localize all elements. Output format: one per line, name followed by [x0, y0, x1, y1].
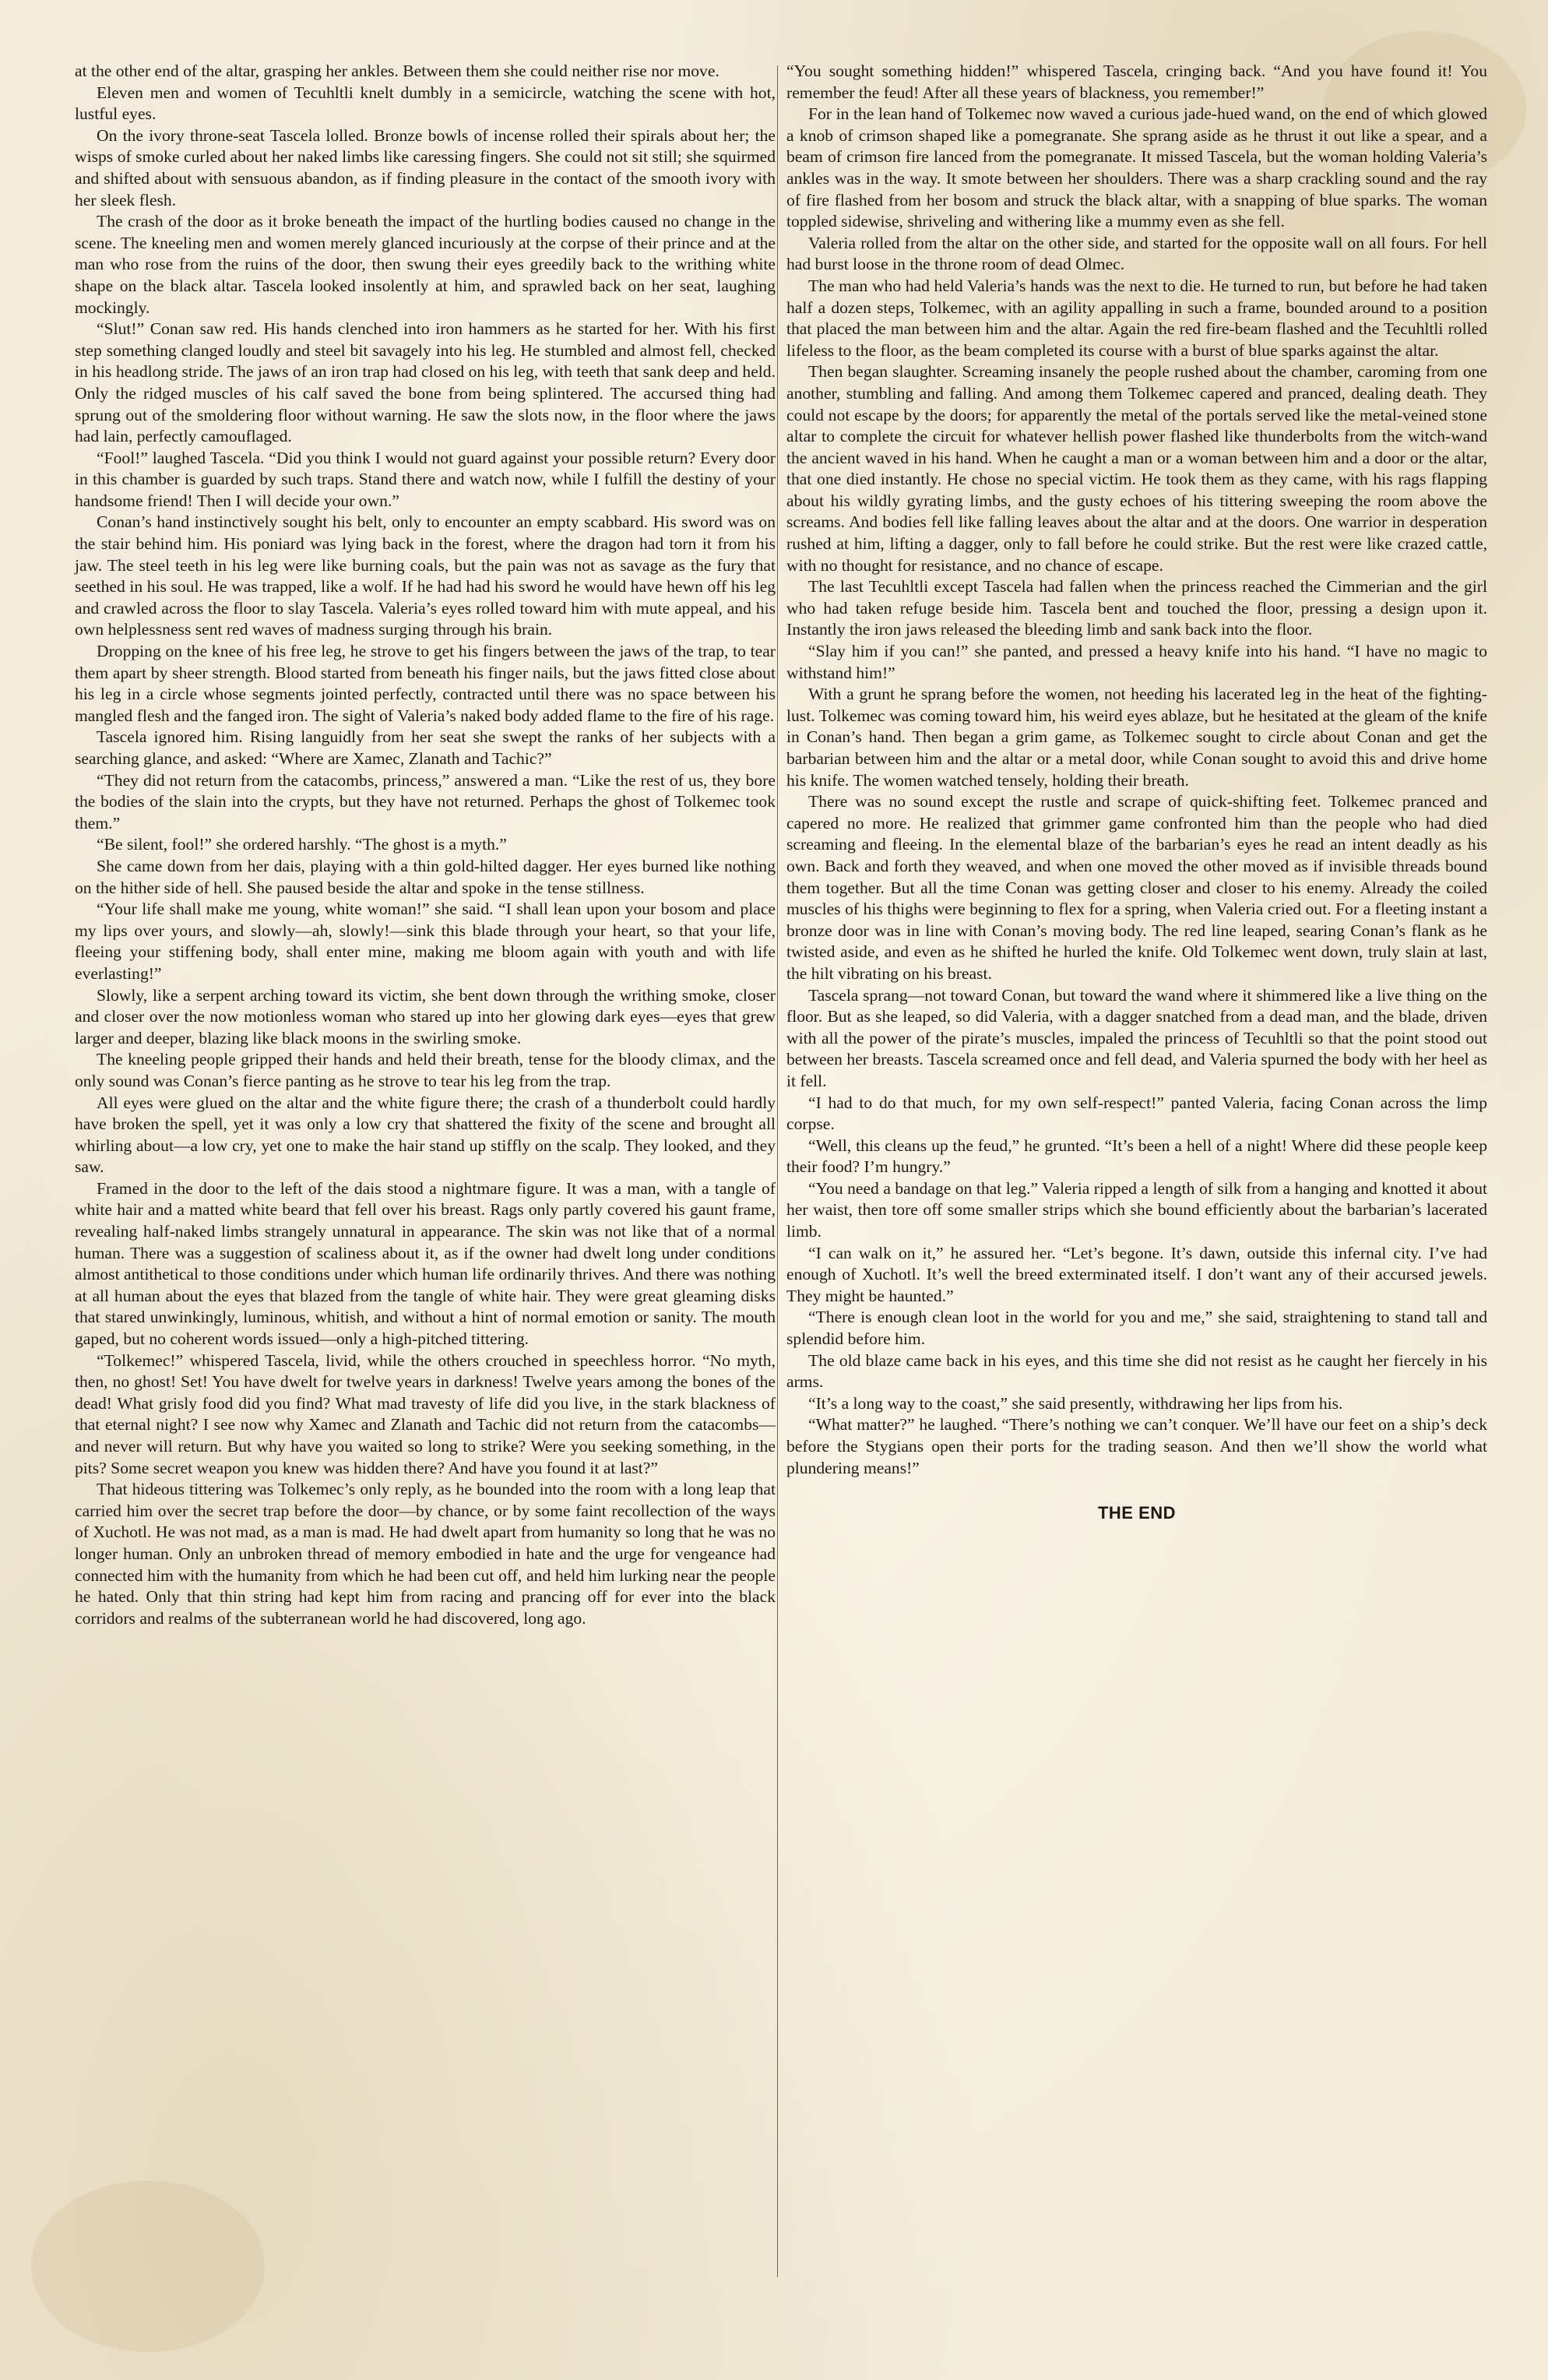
- story-paragraph: She came down from her dais, playing with a thin gold-hilted dagger. Her eyes burned like nothing on the hither side of hell. She paused beside the altar and spoke in the tense stillness.: [75, 856, 776, 897]
- story-paragraph: “Slay him if you can!” she panted, and pressed a heavy knife into his hand. “I have no magic to withstand him!”: [786, 642, 1487, 682]
- story-paragraph: “Fool!” laughed Tascela. “Did you think I would not guard against your possible return? Every door in this chamber is guarded by such traps. Stand there and watch now, while I fulfill the destiny of your handsome friend! Then I will decide your own.”: [75, 448, 776, 510]
- story-paragraph: All eyes were glued on the altar and the white figure there; the crash of a thunderbolt could hardly have broken the spell, yet it was only a low cry that shattered the fixity of the scene and brought all whirling about—a low cry, yet one to make the hair stand up stiffly on the scalp. They looked, and they saw.: [75, 1093, 776, 1177]
- story-paragraph: “You sought something hidden!” whispered Tascela, cringing back. “And you have found it! You remember the feud! After all these years of blackness, you remember!”: [786, 62, 1487, 102]
- right-text-column: [786, 61, 1487, 1524]
- story-paragraph: On the ivory throne-seat Tascela lolled. Bronze bowls of incense rolled their spirals about her; the wisps of smoke curled about her naked limbs like caressing fingers. She could not sit still; she squirmed and shifted about with sensuous abandon, as if finding pleasure in the contact of the smooth ivory with her sleek flesh.: [75, 125, 776, 209]
- story-paragraph: “Be silent, fool!” she ordered harshly. “The ghost is a myth.”: [97, 835, 507, 854]
- story-paragraph: “Your life shall make me young, white woman!” she said. “I shall lean upon your bosom and place my lips over yours, and slowly—ah, slowly!—sink this blade through your heart, so that your life, fleeing your stiffening body, shall enter mine, making me bloom again with youth and with life everlasting!”: [75, 900, 776, 983]
- story-paragraph: Conan’s hand instinctively sought his belt, only to encounter an empty scabbard. His sword was on the stair behind him. His poniard was lying back in the forest, where the dragon had torn it from his jaw. The steel teeth in his leg were like burning coals, but the pain was not as savage as the fury that seethed in his soul. He was trapped, like a wolf. If he had had his sword he would have hewn off his leg and crawled across the floor to slay Tascela. Valeria’s eyes rolled toward him with mute appeal, and his own helplessness sent red waves of madness surging through his brain.: [75, 512, 776, 639]
- story-paragraph: “They did not return from the catacombs, princess,” answered a man. “Like the rest of us, they bore the bodies of the slain into the crypts, but they have not returned. Perhaps the ghost of Tolkemec took them.”: [75, 770, 776, 833]
- story-paragraph: Then began slaughter. Screaming insanely the people rushed about the chamber, caroming from one another, stumbling and falling. And among them Tolkemec capered and pranced, dealing death. They could not escape by the doors; for apparently the metal of the portals served like the metal-veined stone altar to complete the circuit for whatever hellish power flashed like thunderbolts from the witch-wand the ancient waved in his hand. When he caught a man or a woman between him and a door or the altar, that one died instantly. He chose no special victim. He took them as they came, with his rags flapping about his wildly gyrating limbs, and the gusty echoes of his tittering sweeping the room above the screams. And bodies fell like falling leaves about the altar and at the doors. One warrior in desperation rushed at him, lifting a dagger, only to fall before he could strike. But the rest were like crazed cattle, with no thought for resistance, and no chance of escape.: [786, 362, 1487, 575]
- story-paragraph: The last Tecuhltli except Tascela had fallen when the princess reached the Cimmerian and the girl who had taken refuge beside him. Tascela bent and touched the floor, pressing a design upon it. Instantly the iron jaws released the bleeding limb and sank back into the floor.: [786, 577, 1487, 639]
- story-paragraph: Framed in the door to the left of the dais stood a nightmare figure. It was a man, with a tangle of white hair and a matted white beard that fell over his breast. Rags only partly covered his gaunt frame, revealing half-naked limbs strangely unnatural in appearance. The skin was not like that of a normal human. There was a suggestion of scaliness about it, as if the owner had dwelt long under conditions almost antithetical to those conditions under which human life ordinarily thrives. And there was nothing at all human about the eyes that blazed from the tangle of white hair. They were great gleaming disks that stared unwinkingly, luminous, whitish, and without a hint of normal emotion or sanity. The mouth gaped, but no coherent words issued—only a high-pitched tittering.: [75, 1178, 776, 1349]
- column-divider: [777, 65, 778, 2277]
- story-paragraph: The old blaze came back in his eyes, and this time she did not resist as he caught her fiercely in his arms.: [786, 1350, 1487, 1392]
- story-paragraph: “What matter?” he laughed. “There’s nothing we can’t conquer. We’ll have our feet on a ship’s deck before the Stygians open their ports for the trading season. And then we’ll show the world what plundering means!”: [786, 1415, 1487, 1477]
- story-paragraph: There was no sound except the rustle and scrape of quick-shifting feet. Tolkemec pranced and capered no more. He realized that grimmer game confronted him than the people who had died screaming and fleeing. In the elemental blaze of the barbarian’s eyes he read an intent deadly as his own. Back and forth they weaved, and when one moved the other moved as if invisible threads bound them together. But all the time Conan was getting closer and closer to his enemy. Already the coiled muscles of his thighs were beginning to flex for a spring, when Valeria cried out. For a fleeting instant a bronze door was in line with Conan’s moving body. The red line leaped, searing Conan’s flank as he twisted aside, and even as he shifted he hurled the knife. Old Tolkemec went down, truly slain at last, the hilt vibrating on his breast.: [786, 792, 1487, 983]
- story-paragraph: The man who had held Valeria’s hands was the next to die. He turned to run, but before he had taken half a dozen steps, Tolkemec, with an agility appalling in such a frame, bounded around to a position that placed the man between him and the altar. Again the red fire-beam flashed and the Tecuhltli rolled lifeless to the floor, as the beam completed its course with a burst of blue sparks against the altar.: [786, 276, 1487, 360]
- story-paragraph: “I can walk on it,” he assured her. “Let’s begone. It’s dawn, outside this infernal city. I’ve had enough of Xuchotl. It’s well the breed exterminated itself. I don’t want any of their accursed jewels. They might be haunted.”: [786, 1243, 1487, 1305]
- the-end-heading: THE END: [1097, 1503, 1177, 1523]
- story-paragraph: “I had to do that much, for my own self-respect!” panted Valeria, facing Conan across the limp corpse.: [786, 1093, 1487, 1134]
- paper-stain: [31, 2181, 265, 2352]
- story-paragraph: Tascela ignored him. Rising languidly from her seat she swept the ranks of her subjects with a searching glance, and asked: “Where are Xamec, Zlanath and Tachic?”: [75, 727, 776, 768]
- story-paragraph: For in the lean hand of Tolkemec now waved a curious jade-hued wand, on the end of which glowed a knob of crimson shaped like a pomegranate. She sprang aside as he thrust it out like a spear, and a beam of crimson fire lanced from the pomegranate. It missed Tascela, but the woman holding Valeria’s ankles was in the way. It smote between her shoulders. There was a sharp crackling sound and the ray of fire flashed from her bosom and struck the black altar, with a snapping of blue sparks. The woman toppled sidewise, shriveling and withering like a mummy even as she fell.: [786, 104, 1487, 231]
- story-paragraph: Eleven men and women of Tecuhltli knelt dumbly in a semicircle, watching the scene with hot, lustful eyes.: [75, 83, 776, 124]
- story-paragraph: “There is enough clean loot in the world for you and me,” she said, straightening to stand tall and splendid before him.: [786, 1308, 1487, 1349]
- story-paragraph: Tascela sprang—not toward Conan, but toward the wand where it shimmered like a live thing on the floor. But as she leaped, so did Valeria, with a dagger snatched from a dead man, and the blade, driven with all the power of the pirate’s muscles, impaled the princess of Tecuhltli so that the point stood out between her breasts. Tascela screamed once and fell dead, and Valeria spurned the body with her heel as it fell.: [786, 985, 1487, 1090]
- story-paragraph: “Well, this cleans up the feud,” he grunted. “It’s been a hell of a night! Where did these people keep their food? I’m hungry.”: [786, 1135, 1487, 1177]
- story-paragraph: Dropping on the knee of his free leg, he strove to get his fingers between the jaws of the trap, to tear them apart by sheer strength. Blood started from beneath his finger nails, but the jaws fitted close about his leg in a circle whose segments jointed perfectly, contracted until there was no space between his mangled flesh and the fanged iron. The sight of Valeria’s naked body added flame to the fire of his rage.: [75, 642, 776, 725]
- story-paragraph: With a grunt he sprang before the women, not heeding his lacerated leg in the heat of the fighting-lust. Tolkemec was coming toward him, his weird eyes ablaze, but he hesitated at the gleam of the knife in Conan’s hand. Then began a grim game, as Tolkemec sought to circle about Conan and get the barbarian between him and the altar or a metal door, while Conan sought to avoid this and drive home his knife. The women watched tensely, holding their breath.: [786, 685, 1487, 790]
- story-paragraph: Valeria rolled from the altar on the other side, and started for the opposite wall on all fours. For hell had burst loose in the throne room of dead Olmec.: [786, 233, 1487, 274]
- story-paragraph: The kneeling people gripped their hands and held their breath, tense for the bloody climax, and the only sound was Conan’s fierce panting as he strove to tear his leg from the trap.: [75, 1050, 776, 1090]
- story-paragraph: “Slut!” Conan saw red. His hands clenched into iron hammers as he started for her. With his first step something clanged loudly and steel bit savagely into his leg. He stumbled and almost fell, checked in his headlong stride. The jaws of an iron trap had closed on his leg, with teeth that sank deep and held. Only the ridged muscles of his calf saved the bone from being splintered. The accursed thing had sprung out of the smoldering floor without warning. He saw the slots now, in the floor where the jaws had lain, perfectly camouflaged.: [75, 319, 776, 446]
- story-paragraph: Slowly, like a serpent arching toward its victim, she bent down through the writhing smoke, closer and closer over the now motionless woman who stared up into her glowing dark eyes—eyes that grew larger and deeper, blazing like black moons in the swirling smoke.: [75, 985, 776, 1047]
- story-paragraph: “Tolkemec!” whispered Tascela, livid, while the others crouched in speechless horror. “No myth, then, no ghost! Set! You have dwelt for twelve years in darkness! Twelve years among the bones of the dead! What grisly food did you find? What mad travesty of life did you live, in the stark blackness of that eternal night? I see now why Xamec and Zlanath and Tachic did not return from the catacombs—and never will return. But why have you waited so long to strike? Were you seeking something, in the pits? Some secret weapon you knew was hidden there? And have you found it at last?”: [75, 1350, 776, 1477]
- story-paragraph: “You need a bandage on that leg.” Valeria ripped a length of silk from a hanging and knotted it about her waist, then tore off some smaller strips which she bound efficiently about the barbarian’s lacerated limb.: [786, 1178, 1487, 1241]
- story-paragraph: The crash of the door as it broke beneath the impact of the hurtling bodies caused no change in the scene. The kneeling men and women merely glanced incuriously at the corpse of their prince and at the man who rose from the ruins of the door, then swung their eyes greedily back to the writhing white shape on the black altar. Tascela looked insolently at him, and sprawled back on her seat, laughing mockingly.: [75, 212, 776, 317]
- story-paragraph: at the other end of the altar, grasping her ankles. Between them she could neither rise nor move.: [75, 62, 719, 80]
- right-paragraphs: [786, 61, 1487, 1479]
- story-paragraph: That hideous tittering was Tolkemec’s only reply, as he bounded into the room with a long leap that carried him over the secret trap before the door—by chance, or by some faint recollection of the ways of Xuchotl. He was not mad, as a man is mad. He had dwelt apart from humanity so long that he was no longer human. Only an unbroken thread of memory embodied in hate and the urge for vengeance had connected him with the humanity from which he had been cut off, and held him lurking near the people he hated. Only that thin string had kept him from racing and prancing off for ever into the black corridors and realms of the subterranean world he had discovered, long ago.: [75, 1480, 776, 1628]
- story-paragraph: “It’s a long way to the coast,” she said presently, withdrawing her lips from his.: [808, 1393, 1343, 1413]
- left-text-column: [75, 61, 776, 1629]
